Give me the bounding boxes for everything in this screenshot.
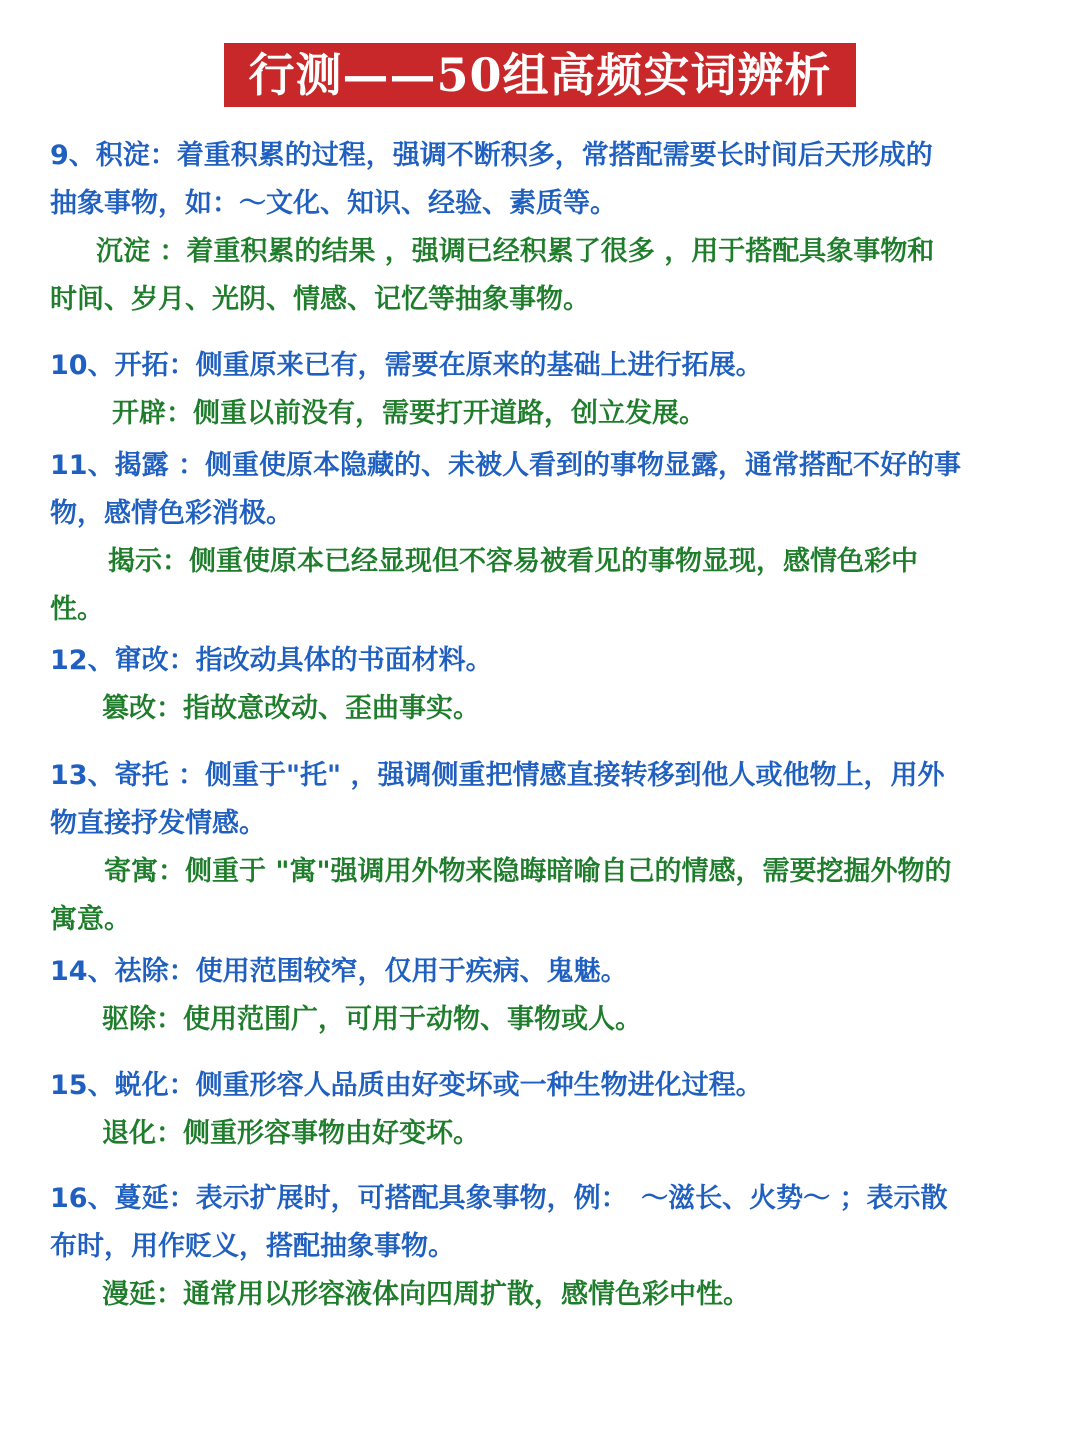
- entry-13-line-1: 13、寄托 ：侧重于"托" ，强调侧重把情感直接转移到他人或他物上，用外: [50, 760, 945, 791]
- entry-9-alt-line-2: 时间、岁月、光阴、情感、记忆等抽象事物。: [50, 284, 590, 315]
- entry-11-line-1: 11、揭露 ：侧重使原本隐藏的、未被人看到的事物显露，通常搭配不好的事: [50, 450, 961, 481]
- page-title: 行测——50组高频实词辨析: [224, 43, 856, 107]
- entry-13-alt-line-2: 寓意。: [50, 904, 131, 935]
- entry-16-line-1: 16、蔓延：表示扩展时，可搭配具象事物，例： ～滋长、火势～ ；表示散: [50, 1183, 948, 1214]
- entry-11-line-2: 物，感情色彩消极。: [50, 498, 293, 529]
- entry-13-alt-line-1: 寄寓：侧重于 "寓"强调用外物来隐晦暗喻自己的情感，需要挖掘外物的: [104, 856, 952, 887]
- entry-11-alt-line-2: 性。: [50, 594, 104, 625]
- entry-14-line-1: 14、祛除：使用范围较窄，仅用于疾病、鬼魅。: [50, 956, 628, 987]
- entry-9-line-2: 抽象事物，如：～文化、知识、经验、素质等。: [50, 188, 617, 219]
- entry-15-alt-line-1: 退化：侧重形容事物由好变坏。: [102, 1118, 480, 1149]
- entry-16-alt-line-1: 漫延：通常用以形容液体向四周扩散，感情色彩中性。: [102, 1279, 750, 1310]
- entry-12-line-1: 12、窜改：指改动具体的书面材料。: [50, 645, 493, 676]
- entry-9-line-1: 9、积淀：着重积累的过程，强调不断积多，常搭配需要长时间后天形成的: [50, 140, 933, 171]
- entry-10-line-1: 10、开拓：侧重原来已有，需要在原来的基础上进行拓展。: [50, 350, 763, 381]
- entry-15-line-1: 15、蜕化：侧重形容人品质由好变坏或一种生物进化过程。: [50, 1070, 763, 1101]
- entry-16-line-2: 布时，用作贬义，搭配抽象事物。: [50, 1231, 455, 1262]
- entry-13-line-2: 物直接抒发情感。: [50, 808, 266, 839]
- entry-11-alt-line-1: 揭示：侧重使原本已经显现但不容易被看见的事物显现，感情色彩中: [108, 546, 918, 577]
- entry-10-alt-line-1: 开辟：侧重以前没有，需要打开道路，创立发展。: [112, 398, 706, 429]
- entry-9-alt-line-1: 沉淀 ：着重积累的结果 ，强调已经积累了很多 ，用于搭配具象事物和: [96, 236, 935, 267]
- entry-14-alt-line-1: 驱除：使用范围广，可用于动物、事物或人。: [102, 1004, 642, 1035]
- entry-12-alt-line-1: 篡改：指故意改动、歪曲事实。: [102, 693, 480, 724]
